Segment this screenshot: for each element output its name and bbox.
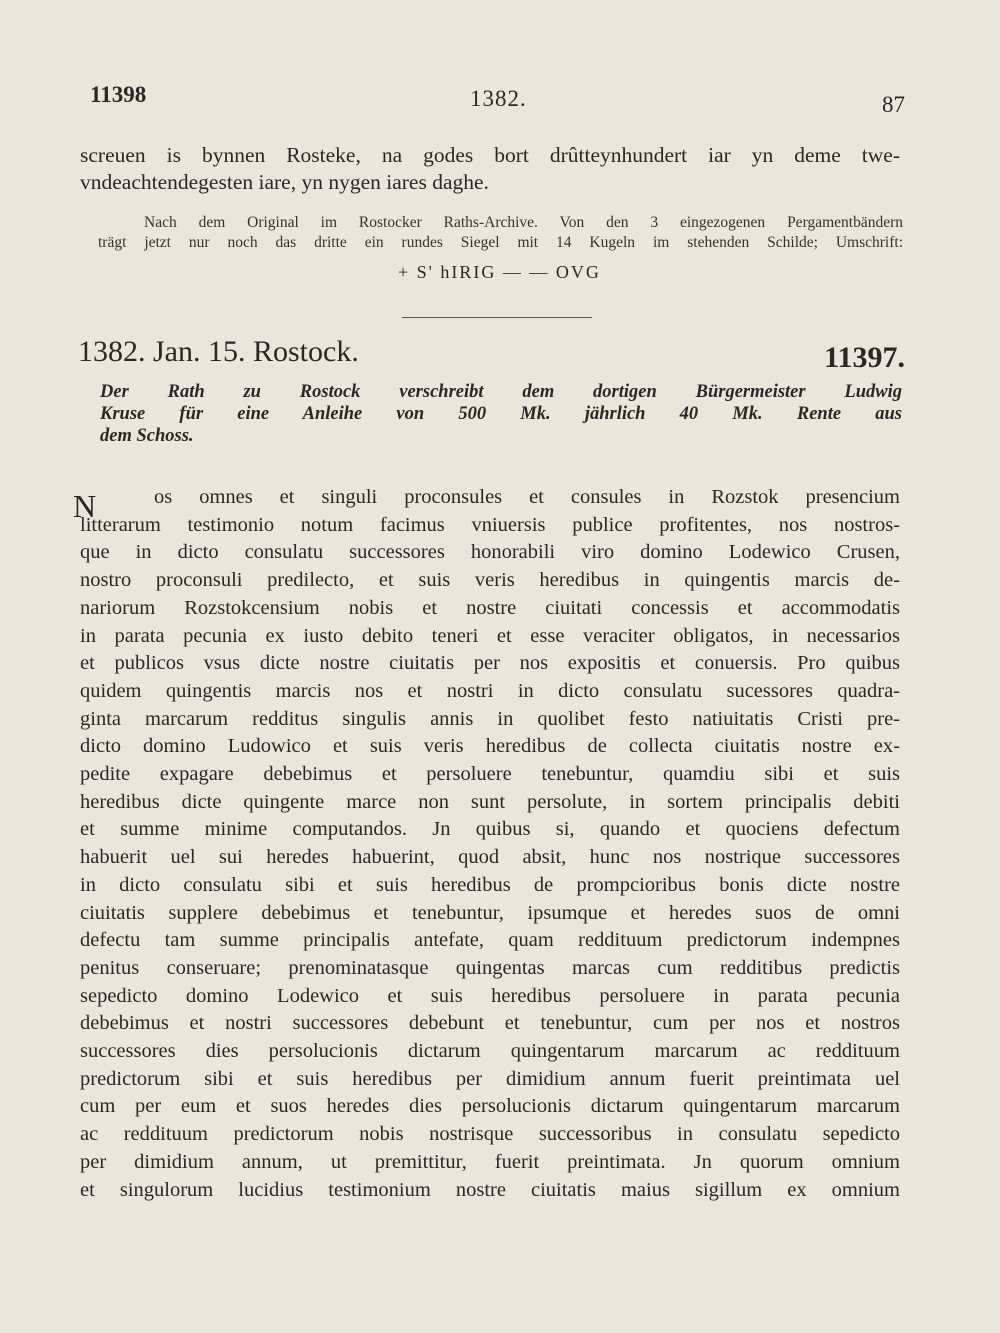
body-line: et publicos vsus dicte nostre ciuitatis per nos expositis et conuersis. Pro quibus — [80, 652, 900, 675]
continued-text — [80, 142, 900, 196]
source-note — [98, 213, 903, 253]
body-line: nariorum Rozstokcensium nobis et nostre ciuitati concessis et accommodatis — [80, 596, 900, 619]
note-line: Nach dem Original im Rostocker Raths-Archive. Von den 3 eingezogenen Pergamentbändern — [144, 214, 903, 231]
body-line: que in dicto consulatu successores honorabili viro domino Lodewico Crusen, — [80, 541, 900, 564]
body-line: penitus conseruare; prenominatasque quingentas marcas cum redditibus predictis — [80, 956, 900, 979]
body-line: debebimus et nostri successores debebunt et tenebuntur, cum per nos et nostros — [80, 1012, 900, 1035]
body-line: pedite expagare debebimus et persoluere tenebuntur, quamdiu sibi et suis — [80, 763, 900, 786]
initial-letter: N — [73, 488, 97, 524]
body-line: in dicto consulatu sibi et suis heredibus de prompcioribus bonis dicte nostre — [80, 873, 900, 896]
body-line: et summe minime computandos. Jn quibus si, quando et quociens defectum — [80, 818, 900, 841]
body-line: et singulorum lucidius testimonium nostre ciuitatis maius sigillum ex omnium — [80, 1178, 900, 1201]
section-divider — [402, 317, 592, 318]
body-line: dicto domino Ludowico et suis veris heredibus de collecta ciuitatis nostre ex- — [80, 735, 900, 758]
summary-line: Der Rath zu Rostock verschreibt dem dortigen Bürgermeister Ludwig — [100, 382, 902, 402]
running-document-number: 11398 — [90, 82, 147, 107]
body-line: in parata pecunia ex iusto debito teneri et esse veraciter obligatos, in necessarios — [80, 624, 900, 647]
text-line: screuen is bynnen Rosteke, na godes bort drûtteynhundert iar yn deme twe- — [80, 143, 900, 167]
page-number: 87 — [882, 92, 905, 117]
body-line: predictorum sibi et suis heredibus per dimidium annum fuerit preintimata uel — [80, 1067, 900, 1090]
summary-line: dem Schoss. — [100, 426, 194, 446]
note-line: trägt jetzt nur noch das dritte ein rundes Siegel mit 14 Kugeln im stehenden Schilde; Umschrift: — [98, 234, 903, 251]
body-line: sepedicto domino Lodewico et suis heredibus persoluere in parata pecunia — [80, 984, 900, 1007]
body-line: ginta marcarum redditus singulis annis in quolibet festo natiuitatis Cristi pre- — [80, 707, 900, 730]
document-heading — [78, 335, 905, 375]
body-line: habuerit uel sui heredes habuerint, quod absit, hunc nos nostrique successores — [80, 846, 900, 869]
text-line: vndeachtendegesten iare, yn nygen iares daghe. — [80, 170, 489, 194]
body-line: ac reddituum predictorum nobis nostrisque successoribus in consulatu sepedicto — [80, 1123, 900, 1146]
body-line: quidem quingentis marcis nos et nostri in dicto consulatu sucessores quadra- — [80, 679, 900, 702]
body-line: nostro proconsuli predilecto, et suis veris heredibus in quingentis marcis de- — [80, 569, 900, 592]
body-line: defectu tam summe principalis antefate, quam reddituum predictorum indempnes — [80, 929, 900, 952]
body-line: successores dies persolucionis dictarum quingentarum marcarum ac reddituum — [80, 1040, 900, 1063]
document-date-place: 1382. Jan. 15. Rostock. — [78, 335, 359, 368]
body-line: cum per eum et suos heredes dies persolucionis dictarum quingentarum marcarum — [80, 1095, 900, 1118]
document-body — [80, 484, 900, 1204]
seal-inscription: + S' hIRIG — — OVG — [398, 262, 601, 282]
body-line: litterarum testimonio notum facimus vniuersis publice profitentes, nos nostros- — [80, 513, 900, 536]
summary-line: Kruse für eine Anleihe von 500 Mk. jährlich 40 Mk. Rente aus — [100, 404, 902, 424]
body-line: heredibus dicte quingente marce non sunt persolute, in sortem principalis debiti — [80, 790, 900, 813]
running-year: 1382. — [470, 86, 527, 111]
body-line: os omnes et singuli proconsules et consules in Rozstok presencium — [154, 486, 900, 508]
document-summary — [100, 381, 902, 447]
body-line: per dimidium annum, ut premittitur, fuerit preintimata. Jn quorum omnium — [80, 1150, 900, 1173]
page-header — [90, 82, 905, 118]
document-number: 11397. — [824, 341, 905, 374]
body-line: ciuitatis supplere debebimus et tenebuntur, ipsumque et heredes suos de omni — [80, 901, 900, 924]
